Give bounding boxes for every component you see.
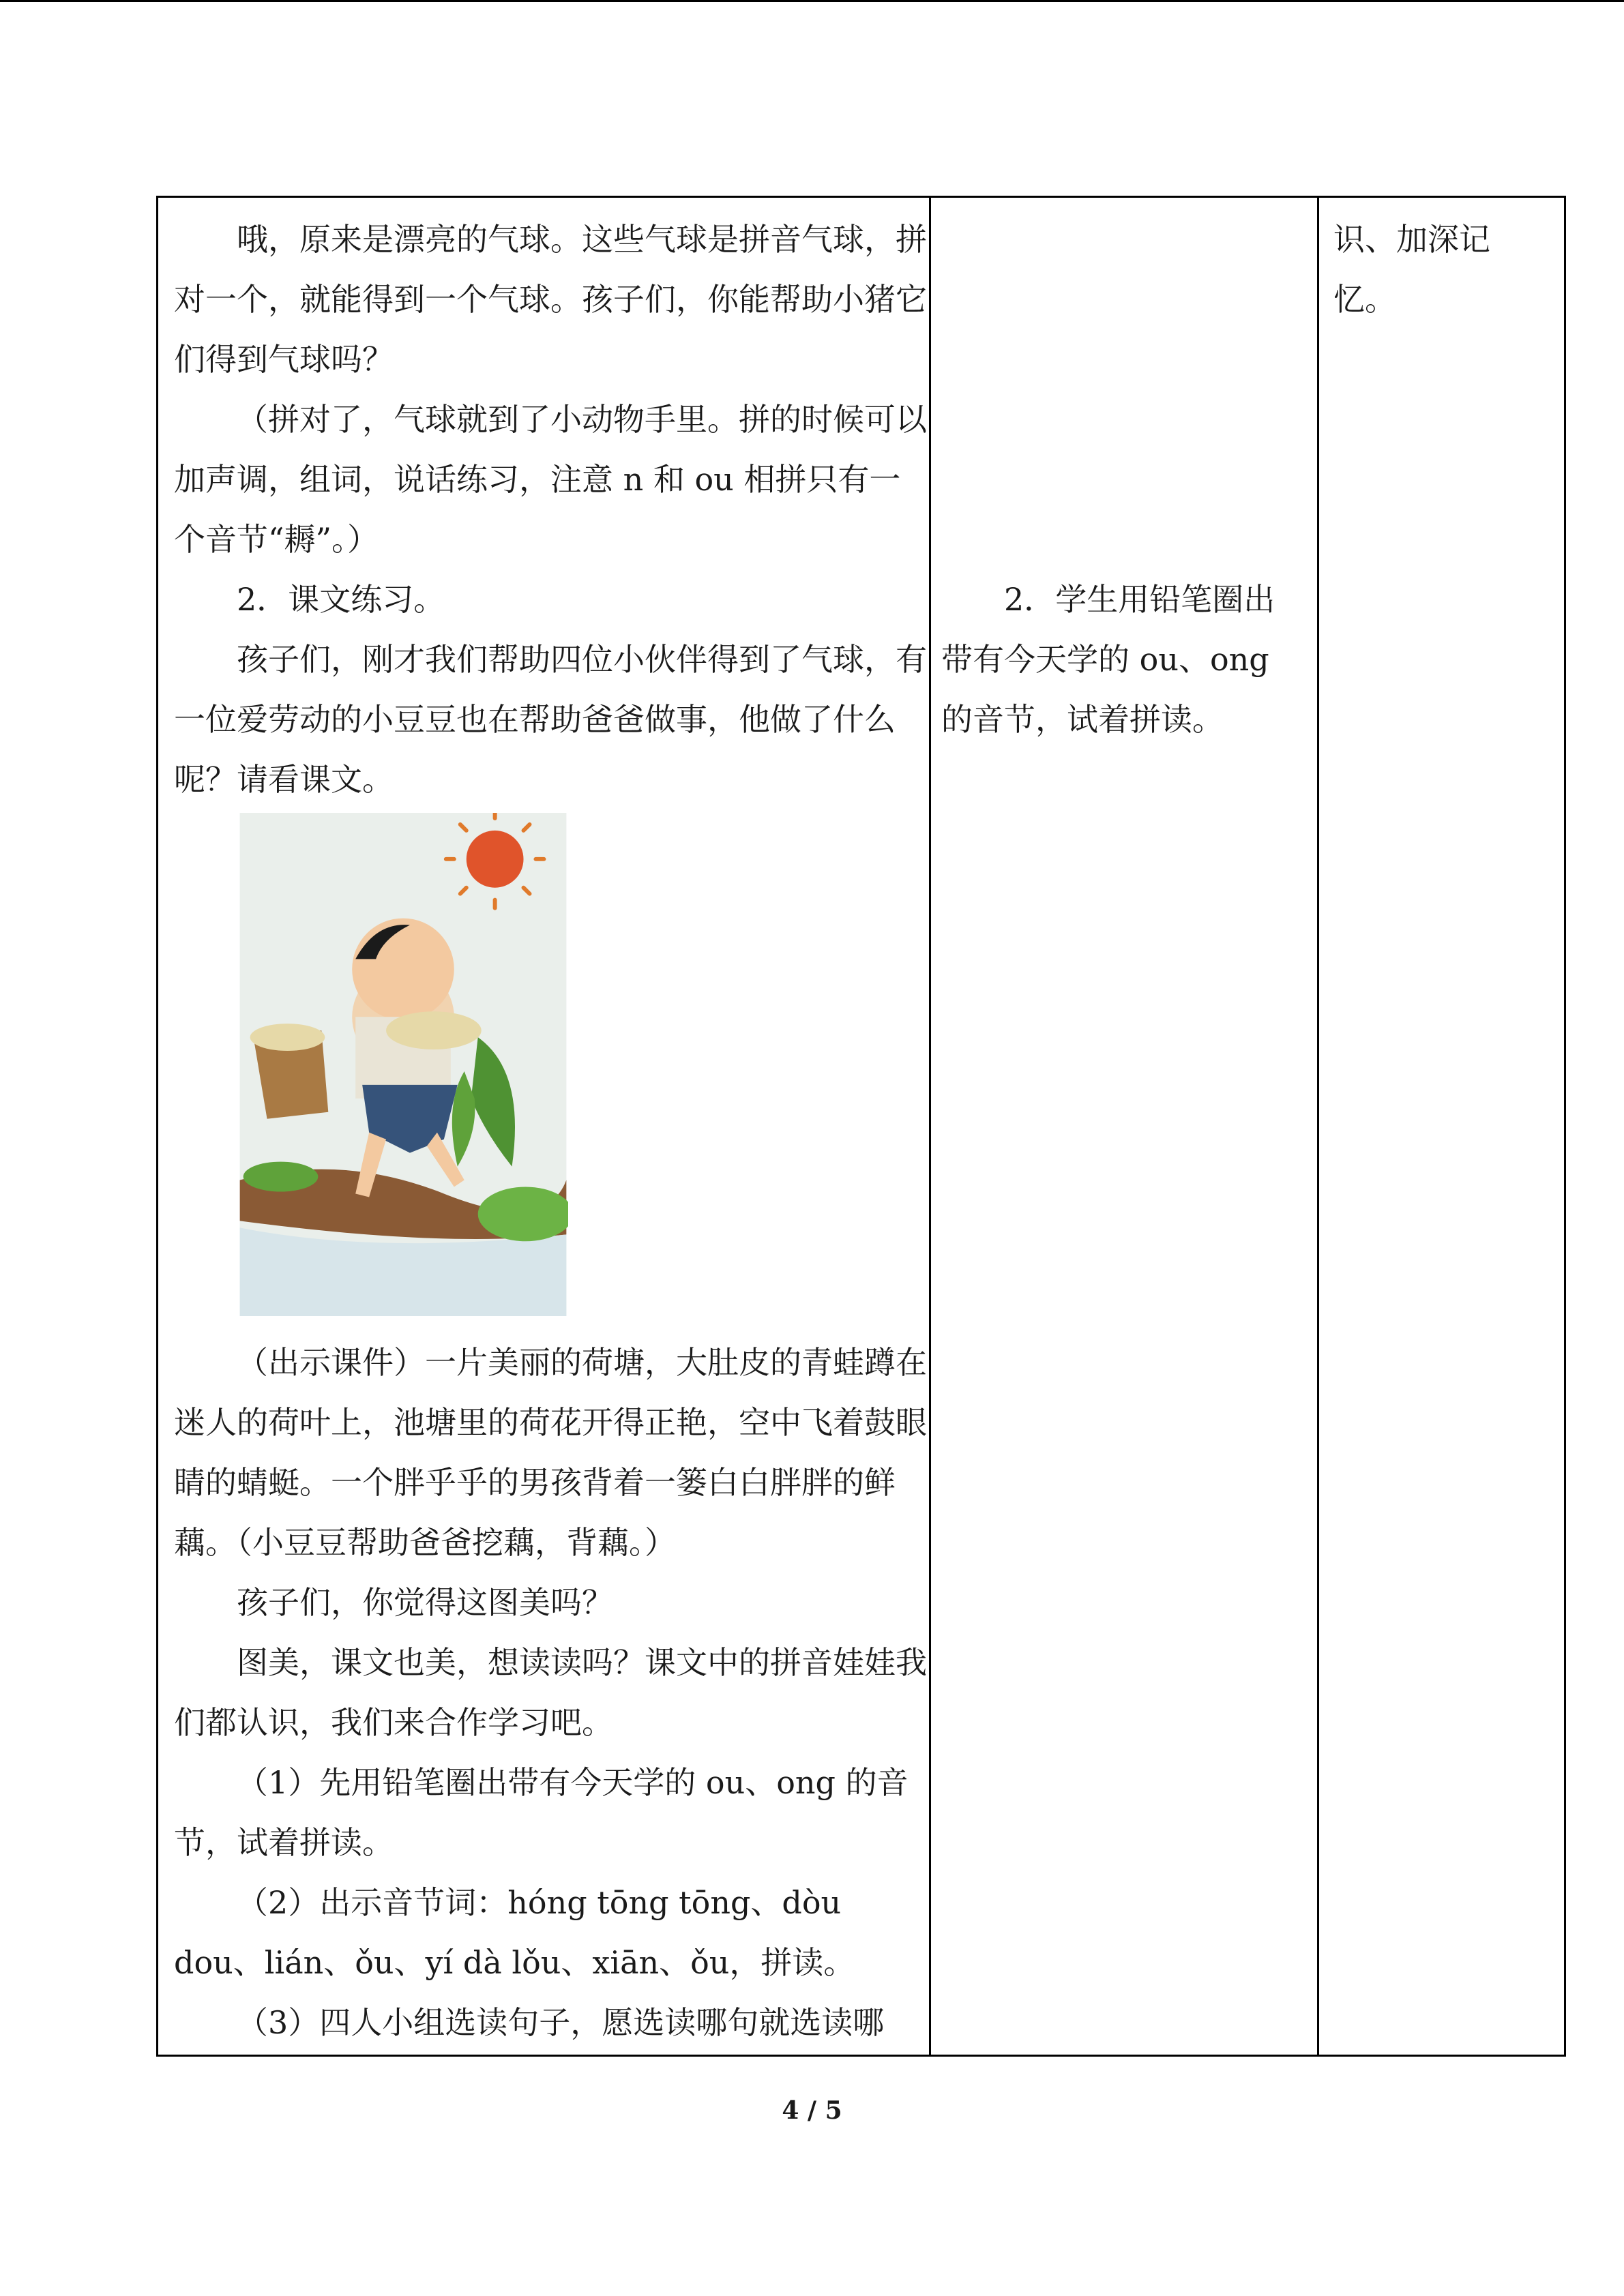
column-divider (929, 198, 931, 2055)
paragraph: 识、加深记忆。 (1333, 221, 1490, 318)
paragraph: 2．学生用铅笔圈出带有今天学的 ou、ong 的音节，试着拼读。 (941, 581, 1275, 738)
design-intent-column (1333, 198, 1552, 329)
page-number: 4 / 5 (782, 2096, 842, 2125)
paragraph: 图美，课文也美，想读读吗？课文中的拼音娃娃我们都认识，我们来合作学习吧。 (174, 1644, 927, 1741)
top-rule (0, 0, 1624, 2)
lesson-table (156, 196, 1566, 2057)
paragraph: 孩子们，你觉得这图美吗？ (237, 1584, 613, 1621)
paragraph: 孩子们，刚才我们帮助四位小伙伴得到了气球，有一位爱劳动的小豆豆也在帮助爸爸做事，他做了什么呢？请看课文。 (174, 641, 927, 798)
section-heading: 2．课文练习。 (237, 581, 445, 618)
student-activity-column (941, 198, 1306, 749)
column-divider (1317, 198, 1319, 2055)
paragraph: （出示课件）一片美丽的荷塘，大肚皮的青蛙蹲在迷人的荷叶上，池塘里的荷花开得正艳，空中飞着鼓眼睛的蜻蜓。一个胖乎乎的男孩背着一篓白白胖胖的鲜藕。（小豆豆帮助爸爸挖藕，背藕。） (174, 1344, 927, 1561)
teacher-activity-column (174, 198, 928, 2053)
paragraph: （3）四人小组选读句子，愿选读哪句就选读哪 (237, 2004, 885, 2041)
paragraph: （1）先用铅笔圈出带有今天学的 ou、ong 的音节，试着拼读。 (174, 1764, 909, 1861)
paragraph: （拼对了，气球就到了小动物手里。拼的时候可以加声调，组词，说话练习，注意 n 和 ou 相拼只有一个音节“耨”。） (174, 401, 927, 558)
illustration-boy-carrying-lotus-roots (238, 813, 568, 1316)
paragraph: 哦，原来是漂亮的气球。这些气球是拼音气球，拼对一个，就能得到一个气球。孩子们，你能帮助小猪它们得到气球吗？ (174, 221, 927, 378)
paragraph: （2）出示音节词：hóng tōng tōng、dòu dou、lián、ǒu、yí dà lǒu、xiān、ǒu，拼读。 (174, 1884, 855, 1981)
